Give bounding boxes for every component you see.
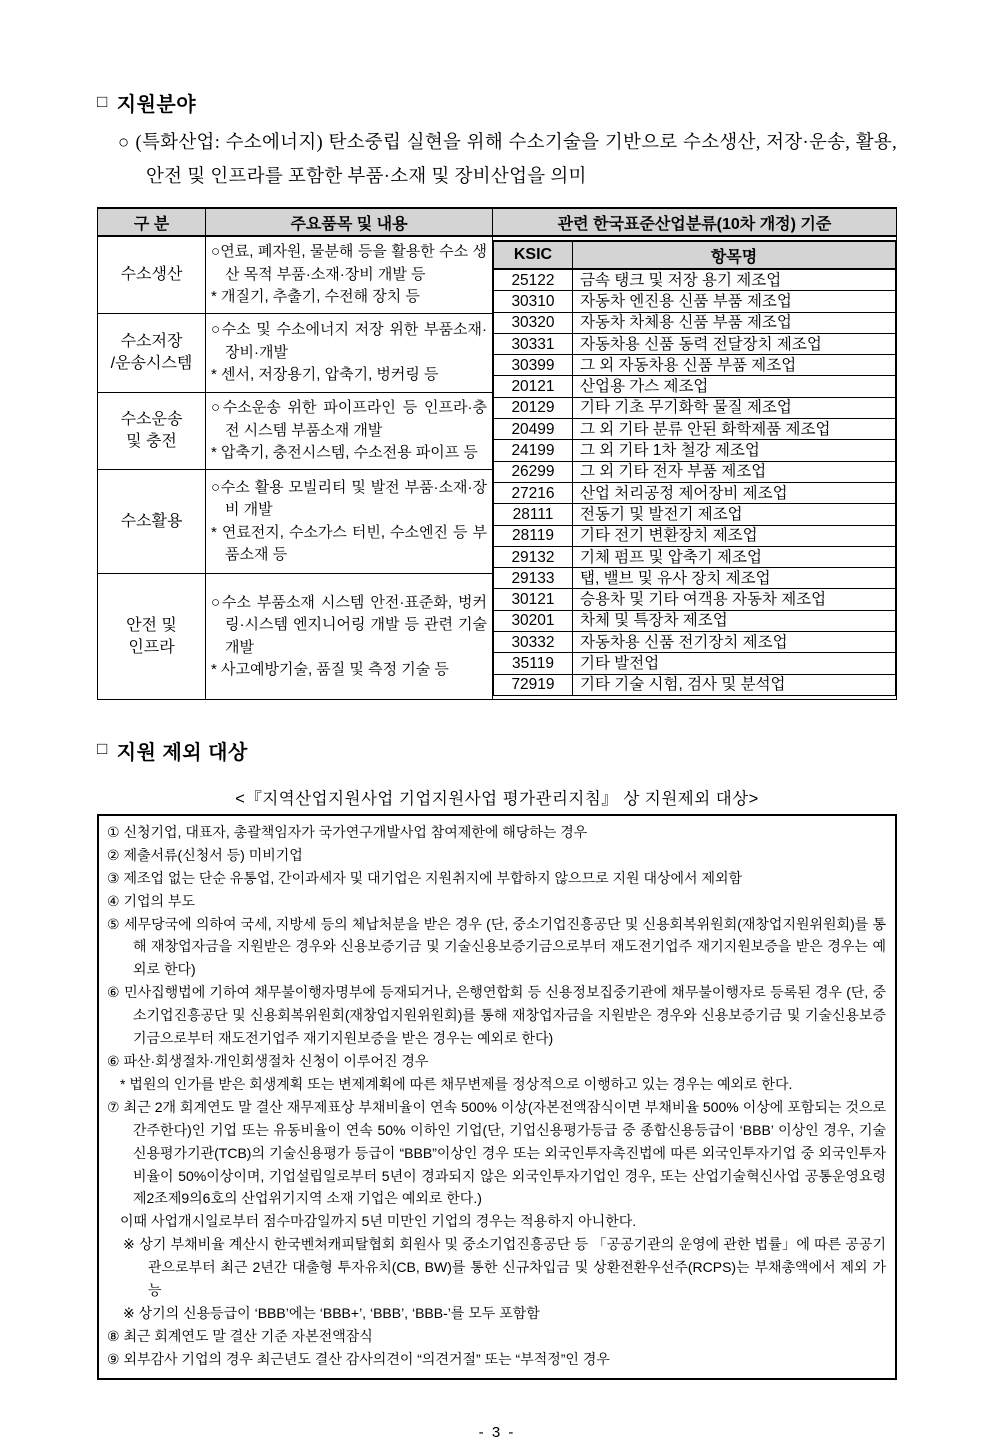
ksic-header-row <box>494 241 896 269</box>
content-line: * 센서, 저장용기, 압축기, 벙커링 등 <box>211 366 439 384</box>
ksic-code-cell: 30399 <box>494 355 573 376</box>
ksic-name-cell: 자동차용 신품 전기장치 제조업 <box>573 632 896 653</box>
ksic-row <box>494 419 896 440</box>
items-cell <box>206 314 493 393</box>
ksic-row <box>494 568 896 589</box>
ksic-name-cell: 자동차용 신품 동력 전달장치 제조업 <box>573 333 896 354</box>
exclusion-section <box>97 736 897 1380</box>
ksic-row <box>494 291 896 312</box>
ksic-code-cell: 30331 <box>494 333 573 354</box>
category-line: 및 충전 <box>126 432 177 450</box>
category-cell <box>98 314 206 393</box>
ksic-row <box>494 269 896 291</box>
ksic-code-cell: 25122 <box>494 269 573 291</box>
ksic-cell <box>493 236 897 699</box>
category-cell <box>98 392 206 470</box>
content-line: * 연료전지, 수소가스 터빈, 수소엔진 등 부품소재 등 <box>211 523 487 564</box>
ksic-name-cell: 기타 전기 변환장치 제조업 <box>573 525 896 546</box>
ksic-row <box>494 525 896 546</box>
ksic-code-cell: 28111 <box>494 504 573 525</box>
ksic-row <box>494 589 896 610</box>
ksic-code-cell: 30121 <box>494 589 573 610</box>
content-line: * 개질기, 추출기, 수전해 장치 등 <box>211 288 420 306</box>
ksic-row <box>494 312 896 333</box>
content-line: * 압축기, 충전시스템, 수소전용 파이프 등 <box>211 444 478 462</box>
ksic-subtable-body <box>494 269 896 695</box>
ksic-row <box>494 440 896 461</box>
exclusion-item: ② 제출서류(신청서 등) 미비기업 <box>107 846 303 863</box>
exclusion-item: * 법원의 인가를 받은 회생계획 또는 변제계획에 따른 채무변제를 정상적으로 이행하고 있는 경우는 예외로 한다. <box>120 1075 793 1092</box>
header-category: 구 분 <box>98 208 206 236</box>
exclusion-item: ③ 제조업 없는 단순 유통업, 간이과세자 및 대기업은 지원취지에 부합하지 않으므로 지원 대상에서 제외함 <box>107 869 743 886</box>
classification-table-header <box>98 208 897 236</box>
classification-table-body <box>98 236 897 699</box>
ksic-name-cell: 자동차 엔진용 신품 부품 제조업 <box>573 291 896 312</box>
category-line: /운송시스템 <box>110 354 193 372</box>
exclusion-heading-label: 지원 제외 대상 <box>116 741 248 764</box>
content-line: ○수소 및 수소에너지 저장 위한 부품소재·장비·개발 <box>211 321 487 361</box>
exclusion-item: ① 신청기업, 대표자, 총괄책임자가 국가연구개발사업 참여제한에 해당하는 경우 <box>107 823 588 840</box>
ksic-row <box>494 610 896 631</box>
exclusion-item: 이때 사업개시일로부터 점수마감일까지 5년 미만인 기업의 경우는 적용하지 아니한다. <box>120 1213 637 1230</box>
content-line: * 사고예방기술, 품질 및 측정 기술 등 <box>211 661 449 679</box>
support-field-section <box>97 88 897 700</box>
ksic-row <box>494 376 896 397</box>
content-line: ○수소 부품소재 시스템 안전·표준화, 벙커링·시스템 엔지니어링 개발 등 관련 기술 개발 <box>211 593 487 656</box>
ksic-name-cell: 전동기 및 발전기 제조업 <box>573 504 896 525</box>
ksic-code-cell: 26299 <box>494 461 573 482</box>
ksic-row <box>494 546 896 567</box>
exclusion-item: ※ 상기 부채비율 계산시 한국벤쳐캐피탈협회 회원사 및 중소기업진흥공단 등 「공공기관의 운영에 관한 법률」에 따른 공공기관으로부터 최근 2년간 대출형 투자유치(CB, BW)를 통한 신규차입금 및 상환전환우선주(RCPS)는 부채총액에서 제외 가능 <box>123 1236 886 1299</box>
exclusion-item: ⑥ 민사집행법에 기하여 채무불이행자명부에 등재되거나, 은행연합회 등 신용정보집중기관에 채무불이행자로 등록된 경우 (단, 중소기업진흥공단 및 신용회복위원회(재창업지원위원회)를 통해 재창업자금을 지원받은 경우와 신용보증기금 및 기술신용보증기금으로부터 재도전기업주 재기지원보증을 받은 경우는 예외로 한다) <box>107 984 886 1047</box>
ksic-name-cell: 기체 펌프 및 압축기 제조업 <box>573 546 896 567</box>
category-line: 수소생산 <box>120 266 183 284</box>
square-bullet-icon: □ <box>97 91 108 111</box>
category-line: 수소저장 <box>120 332 183 350</box>
items-cell <box>206 392 493 470</box>
header-items: 주요품목 및 내용 <box>206 208 493 236</box>
content-line: ○수소 활용 모빌리티 및 발전 부품·소재·장비 개발 <box>211 478 487 519</box>
ksic-code-cell: 29132 <box>494 546 573 567</box>
exclusion-box <box>97 814 897 1380</box>
ksic-name-cell: 그 외 자동차용 신품 부품 제조업 <box>573 355 896 376</box>
page-number: - 3 - <box>478 1423 516 1441</box>
content-line: ○수소운송 위한 파이프라인 등 인프라·충전 시스템 부품소재 개발 <box>211 399 487 439</box>
ksic-name-cell: 탭, 밸브 및 유사 장치 제조업 <box>573 568 896 589</box>
ksic-subtable-header <box>494 241 896 269</box>
ksic-name-cell: 그 외 기타 전자 부품 제조업 <box>573 461 896 482</box>
support-field-heading <box>97 88 897 117</box>
ksic-name-cell: 자동차 차체용 신품 부품 제조업 <box>573 312 896 333</box>
exclusion-box-title: <『지역산업지원사업 기업지원사업 평가관리지침』 상 지원제외 대상> <box>235 789 759 808</box>
ksic-name-cell: 기타 기초 무기화학 물질 제조업 <box>573 397 896 418</box>
items-cell <box>206 236 493 314</box>
ksic-code-cell: 20499 <box>494 419 573 440</box>
ksic-code-cell: 30201 <box>494 610 573 631</box>
ksic-name-cell: 산업 처리공정 제어장비 제조업 <box>573 482 896 503</box>
ksic-row <box>494 653 896 674</box>
exclusion-item: ⑥ 파산·회생절차·개인회생절차 신청이 이루어진 경우 <box>107 1053 429 1069</box>
ksic-code-cell: 35119 <box>494 653 573 674</box>
ksic-code-cell: 29133 <box>494 568 573 589</box>
ksic-header-code: KSIC <box>494 241 573 269</box>
ksic-code-cell: 28119 <box>494 525 573 546</box>
ksic-code-cell: 24199 <box>494 440 573 461</box>
table-row <box>98 236 897 314</box>
ksic-name-cell: 금속 탱크 및 저장 용기 제조업 <box>573 269 896 291</box>
ksic-name-cell: 그 외 기타 분류 안된 화학제품 제조업 <box>573 419 896 440</box>
ksic-code-cell: 27216 <box>494 482 573 503</box>
header-ksic: 관련 한국표준산업분류(10차 개정) 기준 <box>493 208 897 236</box>
ksic-name-cell: 그 외 기타 1차 철강 제조업 <box>573 440 896 461</box>
ksic-code-cell: 30320 <box>494 312 573 333</box>
ksic-code-cell: 30332 <box>494 632 573 653</box>
ksic-row <box>494 504 896 525</box>
exclusion-item: ⑤ 세무당국에 의하여 국세, 지방세 등의 체납처분을 받은 경우 (단, 중소기업진흥공단 및 신용회복위원회(재창업지원위원회)를 통해 재창업자금을 지원받은 경우와 신용보증기금 및 기술신용보증기금으로부터 재도전기업주 재기지원보증을 받은 경우는 예외로 한다) <box>107 915 886 978</box>
category-line: 수소활용 <box>120 512 183 530</box>
ksic-row <box>494 482 896 503</box>
ksic-name-cell: 승용차 및 기타 여객용 자동차 제조업 <box>573 589 896 610</box>
exclusion-item: ④ 기업의 부도 <box>107 892 195 909</box>
category-line: 안전 및 <box>126 616 177 634</box>
ksic-name-cell: 산업용 가스 제조업 <box>573 376 896 397</box>
exclusion-item: ⑧ 최근 회계연도 말 결산 기준 자본전액잠식 <box>107 1327 373 1344</box>
ksic-row <box>494 674 896 695</box>
ksic-code-cell: 20121 <box>494 376 573 397</box>
ksic-row <box>494 461 896 482</box>
exclusion-item: ⑨ 외부감사 기업의 경우 최근년도 결산 감사의견이 “의견거절” 또는 “부적정”인 경우 <box>107 1350 610 1367</box>
content-line: ○연료, 폐자원, 물분해 등을 활용한 수소 생산 목적 부품·소재·장비 개발 등 <box>211 243 487 283</box>
ksic-row <box>494 333 896 354</box>
header-row <box>98 208 897 236</box>
ksic-row <box>494 632 896 653</box>
ksic-name-cell: 기타 발전업 <box>573 653 896 674</box>
exclusion-heading <box>97 736 897 765</box>
exclusion-item: ※ 상기의 신용등급이 ‘BBB’에는 ‘BBB+’, ‘BBB’, ‘BBB-’를 모두 포함함 <box>123 1304 540 1321</box>
ksic-header-name: 항목명 <box>573 241 896 269</box>
square-bullet-icon: □ <box>97 739 108 759</box>
classification-table <box>97 207 897 700</box>
ksic-name-cell: 기타 기술 시험, 검사 및 분석업 <box>573 674 896 695</box>
support-field-intro: ○ (특화산업: 수소에너지) 탄소중립 실현을 위해 수소기술을 기반으로 수소생산, 저장·운송, 활용, 안전 및 인프라를 포함한 부품·소재 및 장비산업을 의미 <box>118 133 897 187</box>
category-cell <box>98 574 206 700</box>
ksic-code-cell: 72919 <box>494 674 573 695</box>
ksic-row <box>494 355 896 376</box>
ksic-code-cell: 30310 <box>494 291 573 312</box>
ksic-name-cell: 차체 및 특장차 제조업 <box>573 610 896 631</box>
exclusion-item: ⑦ 최근 2개 회계연도 말 결산 재무제표상 부채비율이 연속 500% 이상(자본전액잠식이면 부채비율 500% 이상에 포함되는 것으로 간주한다)인 기업 또는 유동비율이 연속 50% 이하인 기업(단, 기업신용평가등급 중 종합신용등급이 ‘BBB’ 이상인 경우, 기술신용평가기관(TCB)의 기술신용평가 등급이 “BBB”이상인 경우 또는 외국인투자촉진법에 따른 외국인투자기업 중 외국인투자비율이 50%이상이며, 기업설립일로부터 5년이 경과되지 않은 외국인투자기업인 경우, 또는 산업기술혁신사업 공통운영요령 제2조제9의6호의 산업위기지역 소재 기업은 예외로 한다.) <box>107 1098 886 1207</box>
items-cell <box>206 574 493 700</box>
ksic-row <box>494 397 896 418</box>
category-cell <box>98 236 206 314</box>
category-line: 인프라 <box>128 638 175 656</box>
items-cell <box>206 470 493 574</box>
ksic-code-cell: 20129 <box>494 397 573 418</box>
ksic-subtable <box>493 240 896 696</box>
category-cell <box>98 470 206 574</box>
support-field-heading-label: 지원분야 <box>116 94 197 116</box>
category-line: 수소운송 <box>120 410 183 428</box>
